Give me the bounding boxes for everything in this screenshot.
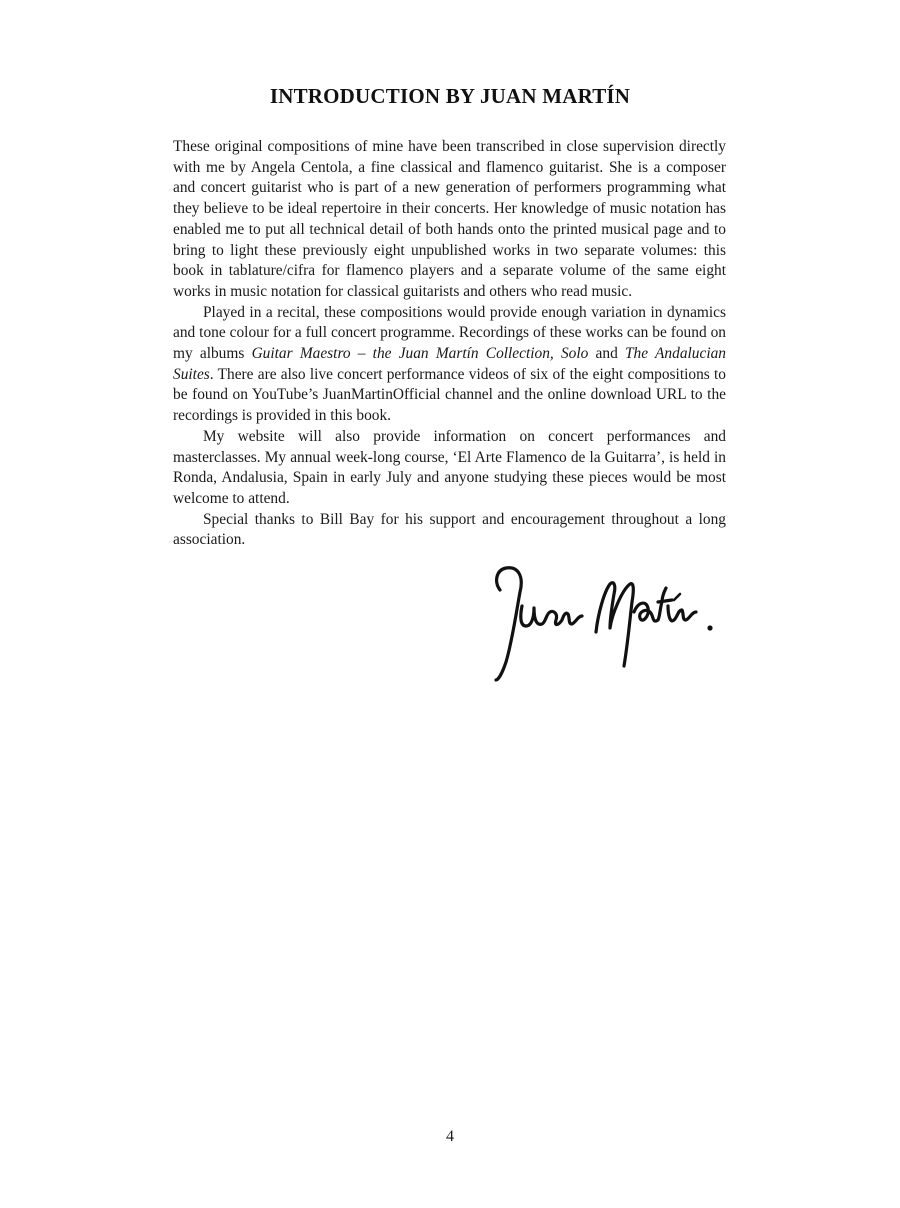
signature-image — [488, 562, 724, 688]
signature-stroke-m — [596, 583, 633, 666]
signature-stroke-accent — [674, 594, 680, 600]
body-text — [173, 137, 726, 551]
page-number: 4 — [446, 1128, 454, 1145]
paragraph-2-text-c: . There are also live concert performance videos of six of the eight compositions to be found on YouTube’s JuanMartinOfficial channel and the online download URL to the recordings is provided in this book. — [173, 365, 726, 425]
paragraph-2-text-b: and — [588, 345, 625, 363]
paragraph-2-text-a: Played in a recital, these compositions would provide enough variation in dynamics and tone colour for a full concert programme. Recordings of these works can be found on my albums — [173, 303, 726, 363]
paragraph-1: These original compositions of mine have been transcribed in close supervision directly with me by Angela Centola, a fine classical and flamenco guitarist. She is a composer and concert guitarist who is part of a new generation of performers programming what they believe to be ideal repertoire in their concerts. Her knowledge of music notation has enabled me to put all technical detail of both hands onto the printed musical page and to bring to light these previously eight unpublished works in two separate volumes: this book in tablature/cifra for flamenco players and a separate volume of the same eight works in music notation for classical guitarists and others who read music. — [173, 138, 726, 300]
paragraph-3: My website will also provide information on concert performances and masterclasses. My annual week-long course, ‘El Arte Flamenco de la Guitarra’, is held in Ronda, Andalusia, Spain in early July and anyone studying these pieces would be most welcome to attend. — [173, 427, 726, 507]
paragraph-2 — [173, 303, 726, 427]
album-title-andalucian-suites: The Andalucian Suites — [173, 345, 726, 383]
paragraph-4: Special thanks to Bill Bay for his support and encouragement throughout a long association. — [173, 510, 726, 549]
signature-svg — [488, 562, 724, 688]
signature-stroke-j — [496, 568, 521, 680]
signature-dot — [707, 625, 712, 630]
album-title-guitar-maestro: Guitar Maestro – the Juan Martín Collection, Solo — [251, 345, 589, 363]
signature-stroke-artin — [634, 588, 696, 621]
page-title: INTRODUCTION BY JUAN MARTÍN — [269, 84, 631, 108]
signature-stroke-uan — [521, 606, 582, 626]
